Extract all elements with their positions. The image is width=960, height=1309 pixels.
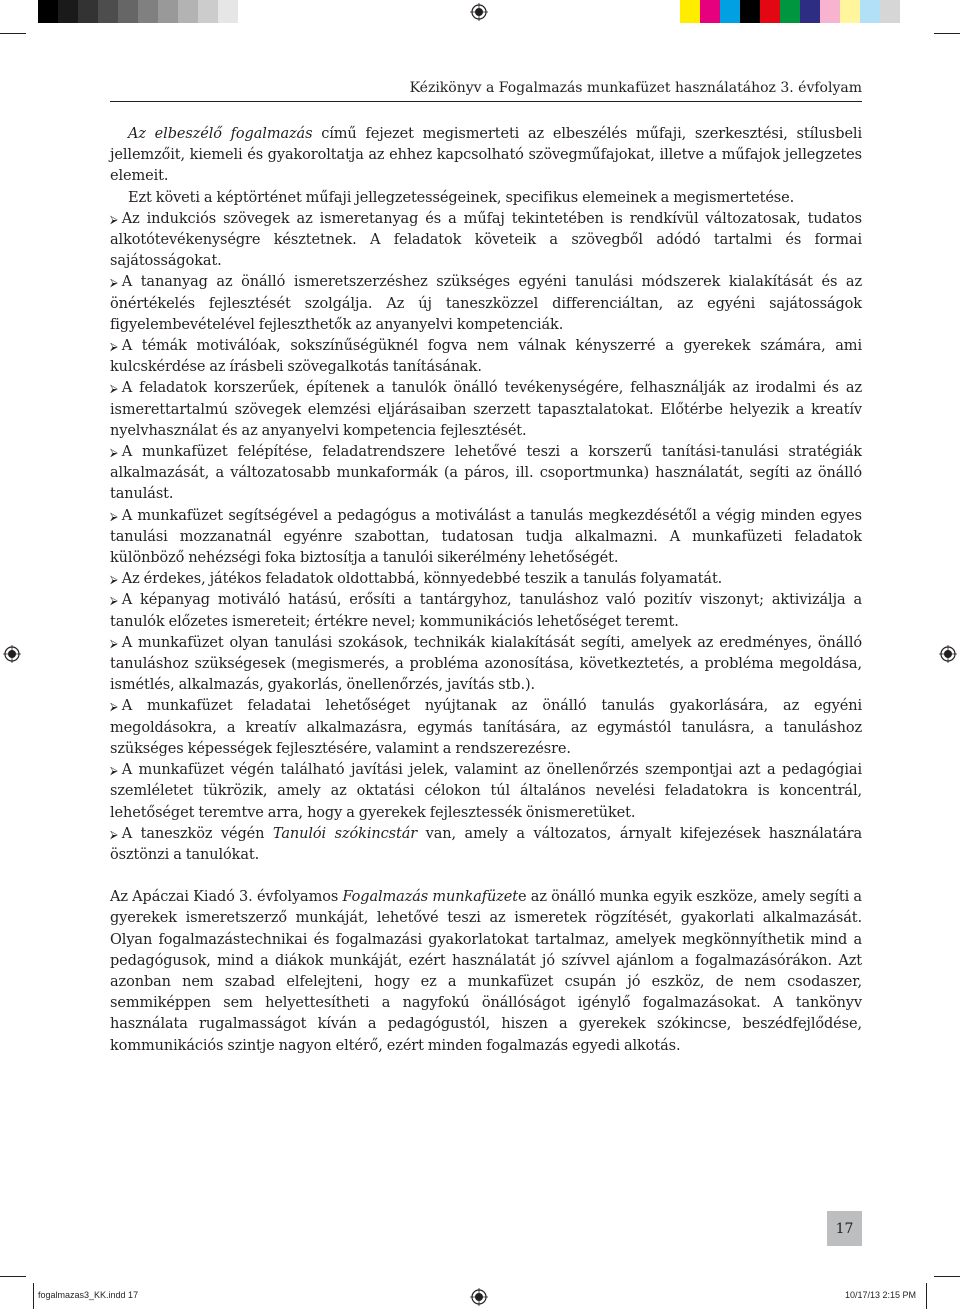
crop-mark	[33, 1283, 34, 1309]
color-swatch	[178, 0, 198, 23]
intro-paragraph: Az elbeszélő fogalmazás című fejezet megismerteti az elbeszélés műfaji, szerkesztési, stílusbeli jellemzőit, kiemeli és gyakoroltatja az ehhez kapcsolható szövegműfajokat, illetve a műfajok jellegzetes elemeit.	[110, 126, 862, 185]
list-item: ⮚ A képanyag motiváló hatású, erősíti a tantárgyhoz, tanuláshoz való pozitív viszonyt; aktivizálja a tanulók előzetes ismereteit; értékre nevel; kommunikációs lehetőséget teremt.	[110, 592, 862, 630]
crop-mark	[934, 1276, 960, 1277]
color-swatch	[800, 0, 820, 23]
color-swatch	[218, 0, 238, 23]
crop-mark	[0, 1276, 26, 1277]
registration-mark-icon	[470, 1288, 488, 1306]
chapter-title: Az elbeszélő fogalmazás	[128, 126, 313, 142]
color-swatch	[820, 0, 840, 23]
arrow-bullet-icon: ⮚	[110, 827, 118, 841]
list-item: ⮚ A munkafüzet olyan tanulási szokások, technikák kialakítását segíti, amelyek az eredményes, önálló tanuláshoz szükségesek (megismerés, a probléma azonosítása, következtetés, a probléma megoldása, ismétlés, alkalmazás, gyakorlás, önellenőrzés, javítás stb.).	[110, 634, 862, 694]
list-item: ⮚ A munkafüzet végén található javítási jelek, valamint az önellenőrzés szempontjai azt a pedagógiai szemléletet tükrözik, amely az oktatási célokon túl általános nevelési feladatokra is koncentrál, lehetőséget teremtve arra, hogy a gyerekek fejlesztessék önismeretüket.	[110, 762, 862, 821]
color-swatch	[760, 0, 780, 23]
color-swatch	[98, 0, 118, 23]
bullet-list	[110, 209, 862, 824]
color-swatch	[740, 0, 760, 23]
list-item: ⮚ A munkafüzet feladatai lehetőséget nyújtanak az önálló tanulás gyakorlására, az egyéni megoldásokra, a kreatív alkalmazásra, egymás tanítására, az egymástól tanulásra, a tanuláshoz szükséges képességek fejlesztésére, valamint a rendszerezésre.	[110, 698, 862, 757]
crop-mark	[0, 33, 26, 34]
crop-mark	[934, 33, 960, 34]
list-item: ⮚ A témák motiválóak, sokszínűségüknél fogva nem válnak kényszerré a gyerekek számára, ami kulcskérdése az írásbeli szövegalkotás tanításának.	[110, 338, 862, 376]
intro-line: Ezt követi a képtörténet műfaji jellegzetességeinek, specifikus elemeinek a megismertetése.	[128, 189, 795, 206]
registration-mark-icon	[470, 3, 488, 21]
color-swatch	[780, 0, 800, 23]
color-swatch	[860, 0, 880, 23]
arrow-bullet-icon: ⮚	[110, 509, 118, 523]
color-swatch	[840, 0, 860, 23]
page-body	[110, 124, 862, 1057]
list-item: ⮚ A munkafüzet felépítése, feladatrendszere lehetővé teszi a korszerű tanítási-tanulási stratégiák alkalmazását, a változatosabb munkaformák (a páros, ill. csoportmunka) használatát, segíti az önálló tanulást.	[110, 444, 862, 503]
arrow-bullet-icon: ⮚	[110, 212, 118, 226]
list-item: ⮚ A munkafüzet segítségével a pedagógus a motiválást a tanulás megkezdésétől a végig minden egyes tanulási mozzanatnál egyénre szabottan, tudatosan tudja alkalmazni. A munkafüzeti feladatok különböző nehézségi foka biztosítja a tanulói sikerélmény lehetőségét.	[110, 507, 862, 567]
list-item: ⮚ Az indukciós szövegek az ismeretanyag és a műfaj tekintetében is rendkívül változatosak, tudatos alkotótevékenységre késztetnek. A feladatok követeik a szövegből adódó tartalmi és formai sajátosságokat.	[110, 210, 862, 270]
list-item: ⮚ Az érdekes, játékos feladatok oldottabbá, könnyedebbé teszik a tanulás folyamatát.	[110, 571, 723, 588]
color-swatch	[58, 0, 78, 23]
color-swatch	[118, 0, 138, 23]
process-color-bar	[680, 0, 900, 23]
color-swatch	[680, 0, 700, 23]
arrow-bullet-icon: ⮚	[110, 446, 118, 460]
running-title: Kézikönyv a Fogalmazás munkafüzet használatához 3. évfolyam	[409, 80, 862, 96]
footer-timestamp: 10/17/13 2:15 PM	[845, 1290, 917, 1300]
crop-mark	[926, 1283, 927, 1309]
list-item: ⮚ A tananyag az önálló ismeretszerzéshez szükséges egyéni tanulási módszerek kialakítását és az önértékelés fejlesztését szolgálja. Az új taneszközzel differenciáltan, az egyéni sajátosságok figyelembevételével fejleszthetők az anyanyelvi kompetenciák.	[110, 274, 862, 333]
color-swatch	[198, 0, 218, 23]
color-swatch	[700, 0, 720, 23]
color-swatch	[38, 0, 58, 23]
color-swatch	[158, 0, 178, 23]
list-item: ⮚ A feladatok korszerűek, építenek a tanulók önálló tevékenységére, felhasználják az irodalmi és az ismerettartalmú szövegek elemzési eljárásaiban szerzett tapasztalatokat. Előtérbe helyezik a kreatív nyelvhasználat és az anyanyelvi kompetencia fejlesztését.	[110, 380, 862, 439]
arrow-bullet-icon: ⮚	[110, 573, 118, 587]
registration-mark-icon	[3, 645, 21, 663]
arrow-bullet-icon: ⮚	[110, 382, 118, 396]
color-swatch	[720, 0, 740, 23]
grayscale-color-bar	[38, 0, 238, 23]
arrow-bullet-icon: ⮚	[110, 340, 118, 354]
running-header	[110, 79, 862, 102]
arrow-bullet-icon: ⮚	[110, 276, 118, 290]
arrow-bullet-icon: ⮚	[110, 700, 118, 714]
color-swatch	[138, 0, 158, 23]
arrow-bullet-icon: ⮚	[110, 594, 118, 608]
color-swatch	[880, 0, 900, 23]
arrow-bullet-icon: ⮚	[110, 636, 118, 650]
closing-paragraph: Az Apáczai Kiadó 3. évfolyamos Fogalmazás munkafüzete az önálló munka egyik eszköze, amely segíti a gyerekek ismeretszerző munkáját, lehetővé teszi az ismeretek rögzítését, gyakorlati alkalmazását. Olyan fogalmazástechnikai és fogalmazási gyakorlatokat tartalmaz, amelyek megkönnyíthetik mind a pedagógusok, mind a diákok munkáját, ezért használatát jó szívvel ajánlom a fogalmazásórákon. Azt azonban nem szabad elfelejteni, hogy ez a munkafüzet csupán jó eszköz, de nem csodaszer, semmiképpen sem helyettesítheti a nagyfokú önállóságot igénylő fogalmazásokat. A tankönyv használata rugalmasságot kíván a pedagógustól, hiszen a gyerekek szókincse, beszédfejlődése, kommunikációs szintje nagyon eltérő, ezért minden fogalmazás egyedi alkotás.	[110, 889, 862, 1054]
color-swatch	[78, 0, 98, 23]
registration-mark-icon	[939, 645, 957, 663]
page-number: 17	[827, 1211, 862, 1246]
arrow-bullet-icon: ⮚	[110, 764, 118, 778]
list-item: ⮚ A taneszköz végén Tanulói szókincstár van, amely a változatos, árnyalt kifejezések használatára ösztönzi a tanulókat.	[110, 825, 862, 863]
footer-filename: fogalmazas3_KK.indd 17	[38, 1290, 139, 1300]
